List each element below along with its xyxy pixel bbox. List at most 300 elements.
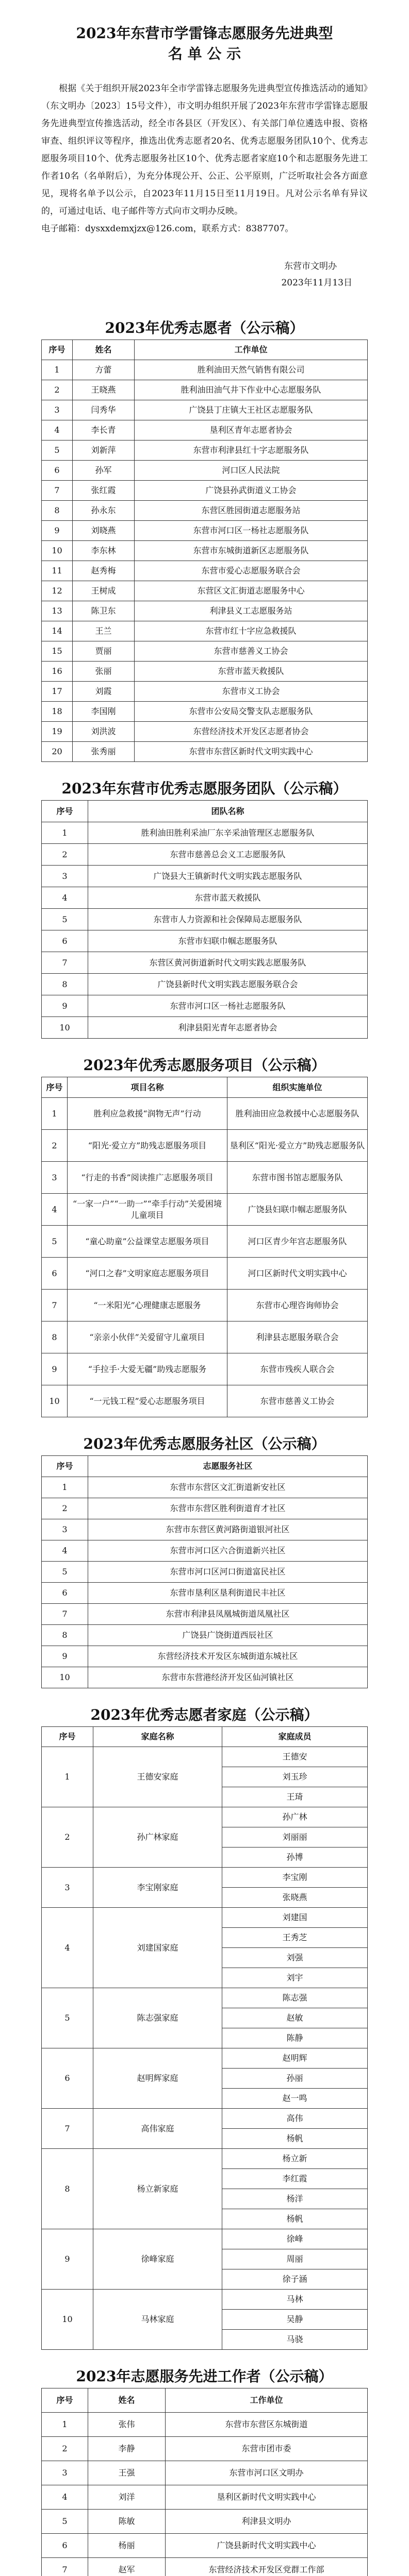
table-cell: 17	[42, 682, 73, 702]
table-row	[42, 1908, 368, 1928]
col-header: 志愿服务社区	[88, 1456, 368, 1477]
table-cell: 东营市慈善义工协会	[227, 1385, 368, 1417]
table-cell: 陈卫东	[73, 601, 135, 621]
table-cell: 陈静	[222, 2028, 368, 2048]
table-cell: 7	[42, 481, 73, 501]
table-cell: 东营市东营区东城街道	[166, 2413, 368, 2437]
table-cell: 王秀芝	[222, 1928, 368, 1948]
table-row	[42, 887, 368, 909]
table-cell: 东营市东城街道新区志愿服务队	[135, 541, 368, 561]
table-cell: 陈志强家庭	[93, 1988, 222, 2048]
table-row	[42, 1583, 368, 1604]
table-cell: 4	[42, 420, 73, 440]
families-table	[41, 1726, 368, 2350]
table-cell: 利津县文明办	[166, 2510, 368, 2534]
table-row	[42, 1098, 368, 1130]
table-cell: 1	[42, 1747, 93, 1807]
table-cell: 5	[42, 440, 73, 461]
table-cell: 赵军	[88, 2558, 166, 2576]
table-cell: 6	[42, 2048, 93, 2109]
table-cell: 利津县阳光青年志愿者协会	[88, 1017, 368, 1039]
table-cell: 王德安	[222, 1747, 368, 1767]
table-cell: 东营市东营区黄河路街道银河社区	[88, 1519, 368, 1540]
table-cell: 东营市义工协会	[135, 682, 368, 702]
table-cell: 东营经济技术开发区东城街道东城社区	[88, 1646, 368, 1667]
table-cell: 王晓燕	[73, 380, 135, 400]
table-cell: 李宝刚家庭	[93, 1868, 222, 1908]
table-cell: 刘晓燕	[73, 521, 135, 541]
table-cell: 9	[42, 995, 88, 1017]
col-header: 序号	[42, 801, 88, 822]
table-cell: 8	[42, 501, 73, 521]
col-header: 家庭名称	[93, 1727, 222, 1747]
table-cell: 赵敏	[222, 2008, 368, 2028]
col-header: 工作单位	[166, 2388, 368, 2413]
volunteers-section-title: 2023年优秀志愿者（公示稿）	[105, 319, 304, 336]
col-header: 团队名称	[88, 801, 368, 822]
table-cell: 11	[42, 561, 73, 581]
table-cell: 1	[42, 360, 73, 380]
table-cell: 赵明辉	[222, 2048, 368, 2069]
table-row	[42, 400, 368, 420]
table-cell: 孙军	[73, 461, 135, 481]
table-row	[42, 1290, 368, 1321]
table-cell: 马林家庭	[93, 2290, 222, 2350]
teams-section-title: 2023年东营市优秀志愿服务团队（公示稿）	[61, 780, 348, 797]
table-row	[42, 742, 368, 762]
table-cell: 19	[42, 722, 73, 742]
table-cell: 10	[42, 1667, 88, 1688]
table-cell: 广饶县广饶街道西辰社区	[88, 1625, 368, 1646]
table-cell: 东营市人力资源和社会保障局志愿服务队	[88, 909, 368, 930]
table-row	[42, 974, 368, 995]
table-cell: 6	[42, 2534, 88, 2558]
table-cell: 3	[42, 1868, 93, 1908]
table-cell: 1	[42, 1477, 88, 1498]
table-cell: 2	[42, 1130, 68, 1162]
table-cell: 刘丽丽	[222, 1827, 368, 1848]
table-row	[42, 1667, 368, 1688]
table-cell: 东营市河口区六合街道新兴社区	[88, 1540, 368, 1562]
table-cell: 李宝刚	[222, 1868, 368, 1888]
table-cell: 3	[42, 866, 88, 887]
workers-table	[41, 2388, 368, 2576]
table-row	[42, 2229, 368, 2249]
table-cell: 东营市河口区一杨社志愿服务队	[88, 995, 368, 1017]
table-cell: 李红霞	[222, 2169, 368, 2189]
table-cell: “童心助童”公益课堂志愿服务项目	[68, 1226, 227, 1258]
table-row	[42, 641, 368, 662]
table-cell: 东营市东营区新时代文明实践中心	[135, 742, 368, 762]
table-row	[42, 541, 368, 561]
table-cell: 利津县志愿服务联合会	[227, 1321, 368, 1353]
table-cell: 王强	[88, 2461, 166, 2485]
table-row	[42, 2149, 368, 2169]
table-cell: 杨洋	[222, 2189, 368, 2209]
table-row	[42, 601, 368, 621]
table-cell: 3	[42, 1519, 88, 1540]
table-row	[42, 2437, 368, 2461]
table-cell: 8	[42, 1625, 88, 1646]
table-cell: 6	[42, 1258, 68, 1290]
table-cell: 徐峰家庭	[93, 2229, 222, 2290]
table-cell: 马林	[222, 2290, 368, 2310]
table-row	[42, 1385, 368, 1417]
table-cell: 13	[42, 601, 73, 621]
table-cell: 9	[42, 521, 73, 541]
table-row	[42, 1868, 368, 1888]
col-header: 序号	[42, 1727, 93, 1747]
table-cell: 李国刚	[73, 702, 135, 722]
table-cell: 张丽	[73, 662, 135, 682]
table-cell: 河口区新时代文明实践中心	[227, 1258, 368, 1290]
table-cell: 李东林	[73, 541, 135, 561]
table-cell: 马骁	[222, 2330, 368, 2350]
table-cell: 9	[42, 2229, 93, 2290]
table-cell: 广饶县新时代文明实践志愿服务联合会	[88, 974, 368, 995]
table-row	[42, 2290, 368, 2310]
table-cell: 杨帆	[222, 2209, 368, 2229]
table-cell: 东营市蓝天救援队	[135, 662, 368, 682]
col-header: 序号	[42, 1077, 68, 1098]
table-cell: 东营市河口区文明办	[166, 2461, 368, 2485]
table-cell: 孙博	[222, 1848, 368, 1868]
table-cell: 1	[42, 2413, 88, 2437]
col-header: 姓名	[73, 340, 135, 360]
table-row	[42, 461, 368, 481]
table-cell: 刘宇	[222, 1968, 368, 1988]
projects-table	[41, 1077, 368, 1417]
table-cell: 利津县义工志愿服务站	[135, 601, 368, 621]
table-cell: 赵明辉家庭	[93, 2048, 222, 2109]
table-cell: “河口之春”文明家庭志愿服务项目	[68, 1258, 227, 1290]
table-cell: 7	[42, 1290, 68, 1321]
table-cell: 东营市河口区河口街道富民社区	[88, 1562, 368, 1583]
table-cell: 东营市图书馆志愿服务队	[227, 1162, 368, 1194]
table-row	[42, 682, 368, 702]
table-row	[42, 1162, 368, 1194]
table-cell: 胜利油田胜利采油厂东辛采油管理区志愿服务队	[88, 822, 368, 844]
table-row	[42, 2558, 368, 2576]
table-cell: 张晓燕	[222, 1888, 368, 1908]
table-cell: 广饶县大王镇新时代文明实践志愿服务队	[88, 866, 368, 887]
table-row	[42, 2510, 368, 2534]
table-cell: “阳光·爱立方”助残志愿服务项目	[68, 1130, 227, 1162]
table-row	[42, 1321, 368, 1353]
table-cell: 刘强	[222, 1948, 368, 1968]
table-row	[42, 621, 368, 641]
col-header: 工作单位	[135, 340, 368, 360]
table-cell: 6	[42, 461, 73, 481]
table-row	[42, 702, 368, 722]
table-cell: 广饶县丁庄镇大王社区志愿服务队	[135, 400, 368, 420]
table-cell: 东营市慈善义工协会	[135, 641, 368, 662]
table-cell: 孙广林	[222, 1807, 368, 1827]
table-cell: 2	[42, 380, 73, 400]
table-row	[42, 1625, 368, 1646]
table-cell: 3	[42, 2461, 88, 2485]
table-row	[42, 2534, 368, 2558]
table-cell: 刘洪波	[73, 722, 135, 742]
table-cell: 吴静	[222, 2310, 368, 2330]
table-cell: 5	[42, 1226, 68, 1258]
sign-date: 2023年11月13日	[281, 278, 352, 288]
table-cell: 2	[42, 844, 88, 866]
table-row	[42, 662, 368, 682]
table-row	[42, 420, 368, 440]
table-cell: 东营市残疾人联合会	[227, 1353, 368, 1385]
table-cell: 7	[42, 2558, 88, 2576]
table-cell: “行走的书香”阅读推广志愿服务项目	[68, 1162, 227, 1194]
table-cell: 东营市红十字应急救援队	[135, 621, 368, 641]
table-cell: 16	[42, 662, 73, 682]
table-row	[42, 909, 368, 930]
table-cell: 2	[42, 1498, 88, 1519]
table-cell: 赵一鸣	[222, 2089, 368, 2109]
table-cell: 胜利油田油气井下作业中心志愿服务队	[135, 380, 368, 400]
table-cell: 徐峰	[222, 2229, 368, 2249]
table-cell: 东营市东营港经济开发区仙河镇社区	[88, 1667, 368, 1688]
table-cell: 10	[42, 2290, 93, 2350]
table-cell: 东营市东营区文汇街道新安社区	[88, 1477, 368, 1498]
table-cell: 东营市垦利区垦利街道民丰社区	[88, 1583, 368, 1604]
table-cell: 贾丽	[73, 641, 135, 662]
table-cell: “亲亲小伙伴”关爱留守儿童项目	[68, 1321, 227, 1353]
table-cell: 10	[42, 1017, 88, 1039]
table-cell: 2	[42, 1807, 93, 1868]
table-cell: 3	[42, 1162, 68, 1194]
table-row	[42, 440, 368, 461]
table-cell: 8	[42, 2149, 93, 2229]
table-cell: 孙丽	[222, 2069, 368, 2089]
table-cell: 6	[42, 930, 88, 952]
table-cell: 高伟	[222, 2109, 368, 2129]
contact-email-line: 电子邮箱：dysxxdemxjzx@126.com，联系方式：8387707。	[41, 224, 294, 234]
table-cell: 12	[42, 581, 73, 601]
table-row	[42, 1562, 368, 1583]
table-cell: 东营区文汇街道志愿服务中心	[135, 581, 368, 601]
table-cell: 2	[42, 2437, 88, 2461]
table-cell: 广饶县妇联巾帼志愿服务队	[227, 1194, 368, 1226]
table-cell: 胜利油田应急救援中心志愿服务队	[227, 1098, 368, 1130]
table-row	[42, 1017, 368, 1039]
table-cell: 广饶县新时代文明实践中心	[166, 2534, 368, 2558]
table-cell: 东营经济技术开发区党群工作部	[166, 2558, 368, 2576]
table-cell: 刘霞	[73, 682, 135, 702]
table-cell: 东营市公安局交警支队志愿服务队	[135, 702, 368, 722]
table-cell: 刘建国	[222, 1908, 368, 1928]
families-section-title: 2023年优秀志愿者家庭（公示稿）	[90, 1706, 319, 1723]
table-cell: 东营市爱心志愿服务联合会	[135, 561, 368, 581]
table-cell: 王兰	[73, 621, 135, 641]
table-row	[42, 1226, 368, 1258]
table-cell: 垦利区青年志愿者协会	[135, 420, 368, 440]
table-cell: 6	[42, 1583, 88, 1604]
table-row	[42, 360, 368, 380]
table-row	[42, 722, 368, 742]
table-cell: 4	[42, 1540, 88, 1562]
announcement-paragraph: 根据《关于组织开展2023年全市学雷锋志愿服务先进典型宣传推选活动的通知》（东文明办〔2023〕15号文件），市文明办组织开展了2023年东营市学雷锋志愿服务先进典型宣传推选活动，经全市各县区（开发区）、有关部门单位遴选申报、资格审查、组织评议等程序，推选出优秀志愿者20名、优秀志愿服务团队10个、优秀志愿服务项目10个、优秀志愿服务社区10个、优秀志愿者家庭10个和志愿服务先进工作者10名（名单附后），为充分体现公开、公正、公平原则，广泛听取社会各方面意见，现将名单予以公示，自2023年11月15日至11月19日。凡对公示名单有异议的，可通过电话、电子邮件等方式向市文明办反映。	[41, 83, 368, 216]
table-cell: 垦利区新时代文明实践中心	[166, 2485, 368, 2510]
table-cell: 4	[42, 887, 88, 909]
table-row	[42, 1646, 368, 1667]
table-cell: “一家一户”“一助一”“牵手行动”关爱困境儿童项目	[68, 1194, 227, 1226]
table-cell: 4	[42, 1194, 68, 1226]
table-cell: 10	[42, 1385, 68, 1417]
col-header: 姓名	[88, 2388, 166, 2413]
table-cell: 18	[42, 702, 73, 722]
col-header: 家庭成员	[222, 1727, 368, 1747]
table-cell: “手拉手·大爱无疆”助残志愿服务	[68, 1353, 227, 1385]
table-cell: 杨立新家庭	[93, 2149, 222, 2229]
volunteers-table	[41, 340, 368, 762]
table-cell: 刘建国家庭	[93, 1908, 222, 1988]
table-cell: 7	[42, 952, 88, 974]
table-cell: 1	[42, 1098, 68, 1130]
table-row	[42, 1747, 368, 1767]
col-header: 序号	[42, 340, 73, 360]
table-cell: 河口区人民法院	[135, 461, 368, 481]
table-row	[42, 1604, 368, 1625]
table-cell: 河口区青少年宫志愿服务队	[227, 1226, 368, 1258]
table-cell: 7	[42, 2109, 93, 2149]
table-cell: 9	[42, 1646, 88, 1667]
table-cell: 5	[42, 909, 88, 930]
projects-section-title: 2023年优秀志愿服务项目（公示稿）	[83, 1057, 326, 1074]
table-row	[42, 1540, 368, 1562]
table-row	[42, 1477, 368, 1498]
table-cell: 东营经济技术开发区志愿者协会	[135, 722, 368, 742]
table-row	[42, 481, 368, 501]
table-cell: 5	[42, 1988, 93, 2048]
table-cell: 周丽	[222, 2249, 368, 2269]
table-row	[42, 1519, 368, 1540]
table-cell: 孙广林家庭	[93, 1807, 222, 1868]
table-row	[42, 501, 368, 521]
table-cell: 东营市蓝天救援队	[88, 887, 368, 909]
table-row	[42, 1353, 368, 1385]
table-row	[42, 844, 368, 866]
table-cell: 4	[42, 2485, 88, 2510]
table-cell: 5	[42, 1562, 88, 1583]
table-cell: 闫秀华	[73, 400, 135, 420]
workers-section-title: 2023年志愿服务先进工作者（公示稿）	[76, 2368, 333, 2385]
table-cell: 东营区胜园街道志愿服务站	[135, 501, 368, 521]
table-cell: 胜利油田天然气销售有限公司	[135, 360, 368, 380]
table-row	[42, 1807, 368, 1827]
communities-table	[41, 1455, 368, 1688]
table-cell: 高伟家庭	[93, 2109, 222, 2149]
table-cell: 20	[42, 742, 73, 762]
table-cell: 张红霞	[73, 481, 135, 501]
table-cell: 8	[42, 1321, 68, 1353]
table-cell: 东营市利津县红十字志愿服务队	[135, 440, 368, 461]
table-cell: 李长青	[73, 420, 135, 440]
teams-table	[41, 800, 368, 1039]
table-cell: 广饶县孙武街道义工协会	[135, 481, 368, 501]
table-cell: 赵秀梅	[73, 561, 135, 581]
table-cell: “一元钱工程”爱心志愿服务项目	[68, 1385, 227, 1417]
table-row	[42, 1130, 368, 1162]
table-row	[42, 995, 368, 1017]
table-row	[42, 866, 368, 887]
col-header: 项目名称	[68, 1077, 227, 1098]
table-cell: 方蕾	[73, 360, 135, 380]
table-cell: 8	[42, 974, 88, 995]
table-cell: 东营市团市委	[166, 2437, 368, 2461]
document-subtitle: 名 单 公 示	[168, 45, 241, 62]
table-cell: 15	[42, 641, 73, 662]
table-cell: 东营市河口区一杨社志愿服务队	[135, 521, 368, 541]
table-cell: 3	[42, 400, 73, 420]
table-cell: 杨立新	[222, 2149, 368, 2169]
table-cell: 李静	[88, 2437, 166, 2461]
col-header: 组织实施单位	[227, 1077, 368, 1098]
table-cell: 1	[42, 822, 88, 844]
table-cell: 10	[42, 541, 73, 561]
table-cell: 刘新萍	[73, 440, 135, 461]
table-cell: “一米阳光”心理健康志愿服务	[68, 1290, 227, 1321]
table-row	[42, 1258, 368, 1290]
table-row	[42, 952, 368, 974]
table-cell: 胜利应急救援“润物无声”行动	[68, 1098, 227, 1130]
table-row	[42, 2485, 368, 2510]
table-cell: 东营市妇联巾帼志愿服务队	[88, 930, 368, 952]
table-cell: 刘玉珍	[222, 1767, 368, 1787]
table-row	[42, 380, 368, 400]
table-row	[42, 822, 368, 844]
table-cell: 7	[42, 1604, 88, 1625]
table-row	[42, 1194, 368, 1226]
table-cell: 杨丽	[88, 2534, 166, 2558]
table-cell: 4	[42, 1908, 93, 1988]
table-cell: 9	[42, 1353, 68, 1385]
table-cell: 东营市东营区胜利街道育才社区	[88, 1498, 368, 1519]
table-cell: 东营市慈善总会义工志愿服务队	[88, 844, 368, 866]
table-cell: 王琦	[222, 1787, 368, 1807]
col-header: 序号	[42, 1456, 88, 1477]
col-header: 序号	[42, 2388, 88, 2413]
table-row	[42, 1988, 368, 2008]
table-cell: 陈敏	[88, 2510, 166, 2534]
table-row	[42, 2109, 368, 2129]
table-cell: 5	[42, 2510, 88, 2534]
table-cell: 刘洋	[88, 2485, 166, 2510]
table-cell: 徐子涵	[222, 2269, 368, 2290]
table-cell: 东营市心理咨询师协会	[227, 1290, 368, 1321]
communities-section-title: 2023年优秀志愿服务社区（公示稿）	[83, 1435, 326, 1452]
table-cell: 14	[42, 621, 73, 641]
signer: 东营市文明办	[284, 261, 337, 272]
table-row	[42, 561, 368, 581]
table-row	[42, 2461, 368, 2485]
table-row	[42, 1498, 368, 1519]
table-row	[42, 930, 368, 952]
table-cell: 垦利区“阳光·爱立方”助残志愿服务队	[227, 1130, 368, 1162]
document-title: 2023年东营市学雷锋志愿服务先进典型	[76, 25, 333, 42]
table-row	[42, 581, 368, 601]
table-cell: 东营区黄河街道新时代文明实践志愿服务队	[88, 952, 368, 974]
table-row	[42, 2048, 368, 2069]
table-cell: 孙永东	[73, 501, 135, 521]
table-row	[42, 2413, 368, 2437]
table-row	[42, 521, 368, 541]
table-cell: 杨帆	[222, 2129, 368, 2149]
table-cell: 陈志强	[222, 1988, 368, 2008]
table-cell: 王德安家庭	[93, 1747, 222, 1807]
table-cell: 王树成	[73, 581, 135, 601]
table-cell: 张秀丽	[73, 742, 135, 762]
